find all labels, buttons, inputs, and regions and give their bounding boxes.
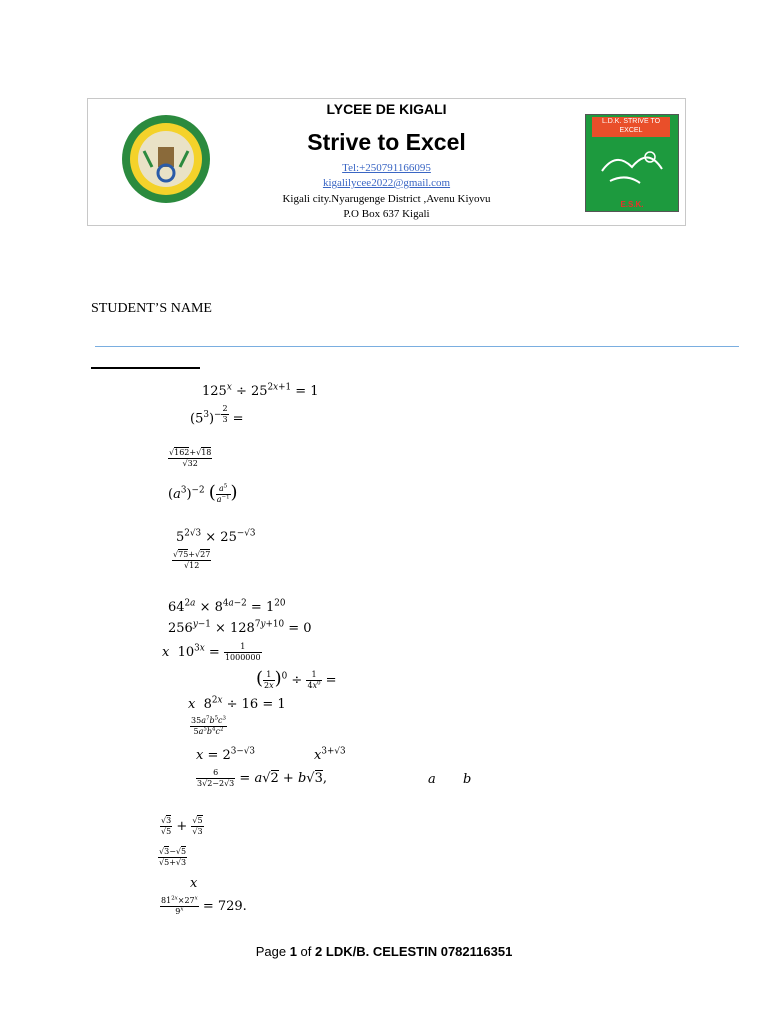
badge-bottom-text: E.S.K. [620,200,644,209]
equation-2: $(5^3)^{- \frac{2}{3}}$ = [190,404,244,427]
equation-15: $\frac{6}{3√2-2√3}$ = a√2 + b√3, [197,768,327,788]
equation-13: $x = 2^{3-√3}$ [196,746,256,763]
equation-14: $x^{3+√3}$ [314,746,346,763]
label-x-3: x [190,876,198,891]
equation-10: ( $\frac{1}{2x}$ )$^0$ ÷ $\frac{1}{4x^0}$ = [256,668,337,690]
equation-4: $(a^3)^{-2}$ ( $\frac{a^5}{a^{-1}}$ ) [168,482,238,504]
equation-5: $5^{2√3} \times 25^{-√3}$ [176,528,256,545]
equation-9: x $10^{3x}$ = $\frac{1}{1000000}$ [162,642,261,662]
footer-of-word: of [300,944,312,959]
footer-page-number: 1 [289,944,297,959]
school-motto: Strive to Excel [307,129,466,155]
footer-credit: LDK/B. CELESTIN 0782116351 [325,944,513,959]
address-text: Kigali city.Nyarugenge District ,Avenu Kiyovu [282,193,491,205]
equation-17: $\frac{√3-√5}{√5+√3}$ [159,847,187,867]
email-link[interactable]: kigalilycee2022@gmail.com [322,177,451,189]
school-name: LYCEE DE KIGALI [326,101,447,117]
equation-18: $\frac{81^{2x}\times 27^x}{9^x}$ = 729. [161,895,247,916]
equation-16: $\frac{√3}{√5}$ + $\frac{√5}{√3}$ [161,816,203,836]
equation-3: $\frac{√162+√18}{√32}$ [169,448,212,468]
equation-11: x $8^{2x} \div 16 = 1$ [188,695,286,712]
label-b: b [463,772,472,787]
school-badge [585,114,679,212]
label-x-1: x [162,645,170,660]
equation-7: $64^{2a} \times 8^{4a-2} = 1^{20}$ [168,598,286,615]
label-a: a [428,772,436,787]
equation-8: $256^{y-1} \times 128^{7y+10} = 0$ [168,619,312,636]
name-line [95,346,739,347]
label-x-2: x [188,697,196,712]
phone-link[interactable]: Tel:+250791166095 [342,162,431,174]
po-box-text: P.O Box 637 Kigali [343,208,430,220]
page-footer [0,944,768,959]
equation-1: $125^x \div 25^{2x+1} = 1$ [202,382,319,399]
letterhead-banner [87,98,686,226]
footer-page-word: Page [255,944,287,959]
footer-page-total: 2 [315,944,323,959]
badge-drawing-icon [596,141,668,191]
student-name-label: STUDENT’S NAME [91,301,212,316]
equation-12: $\frac{35a^7b^5c^3}{5a^5b^4c^2}$ [191,715,226,736]
underline-rule [91,367,200,369]
badge-top-text: L.D.K. STRIVE TO EXCEL [592,117,670,137]
equation-6: $\frac{√75+√27}{√12}$ [173,550,211,570]
